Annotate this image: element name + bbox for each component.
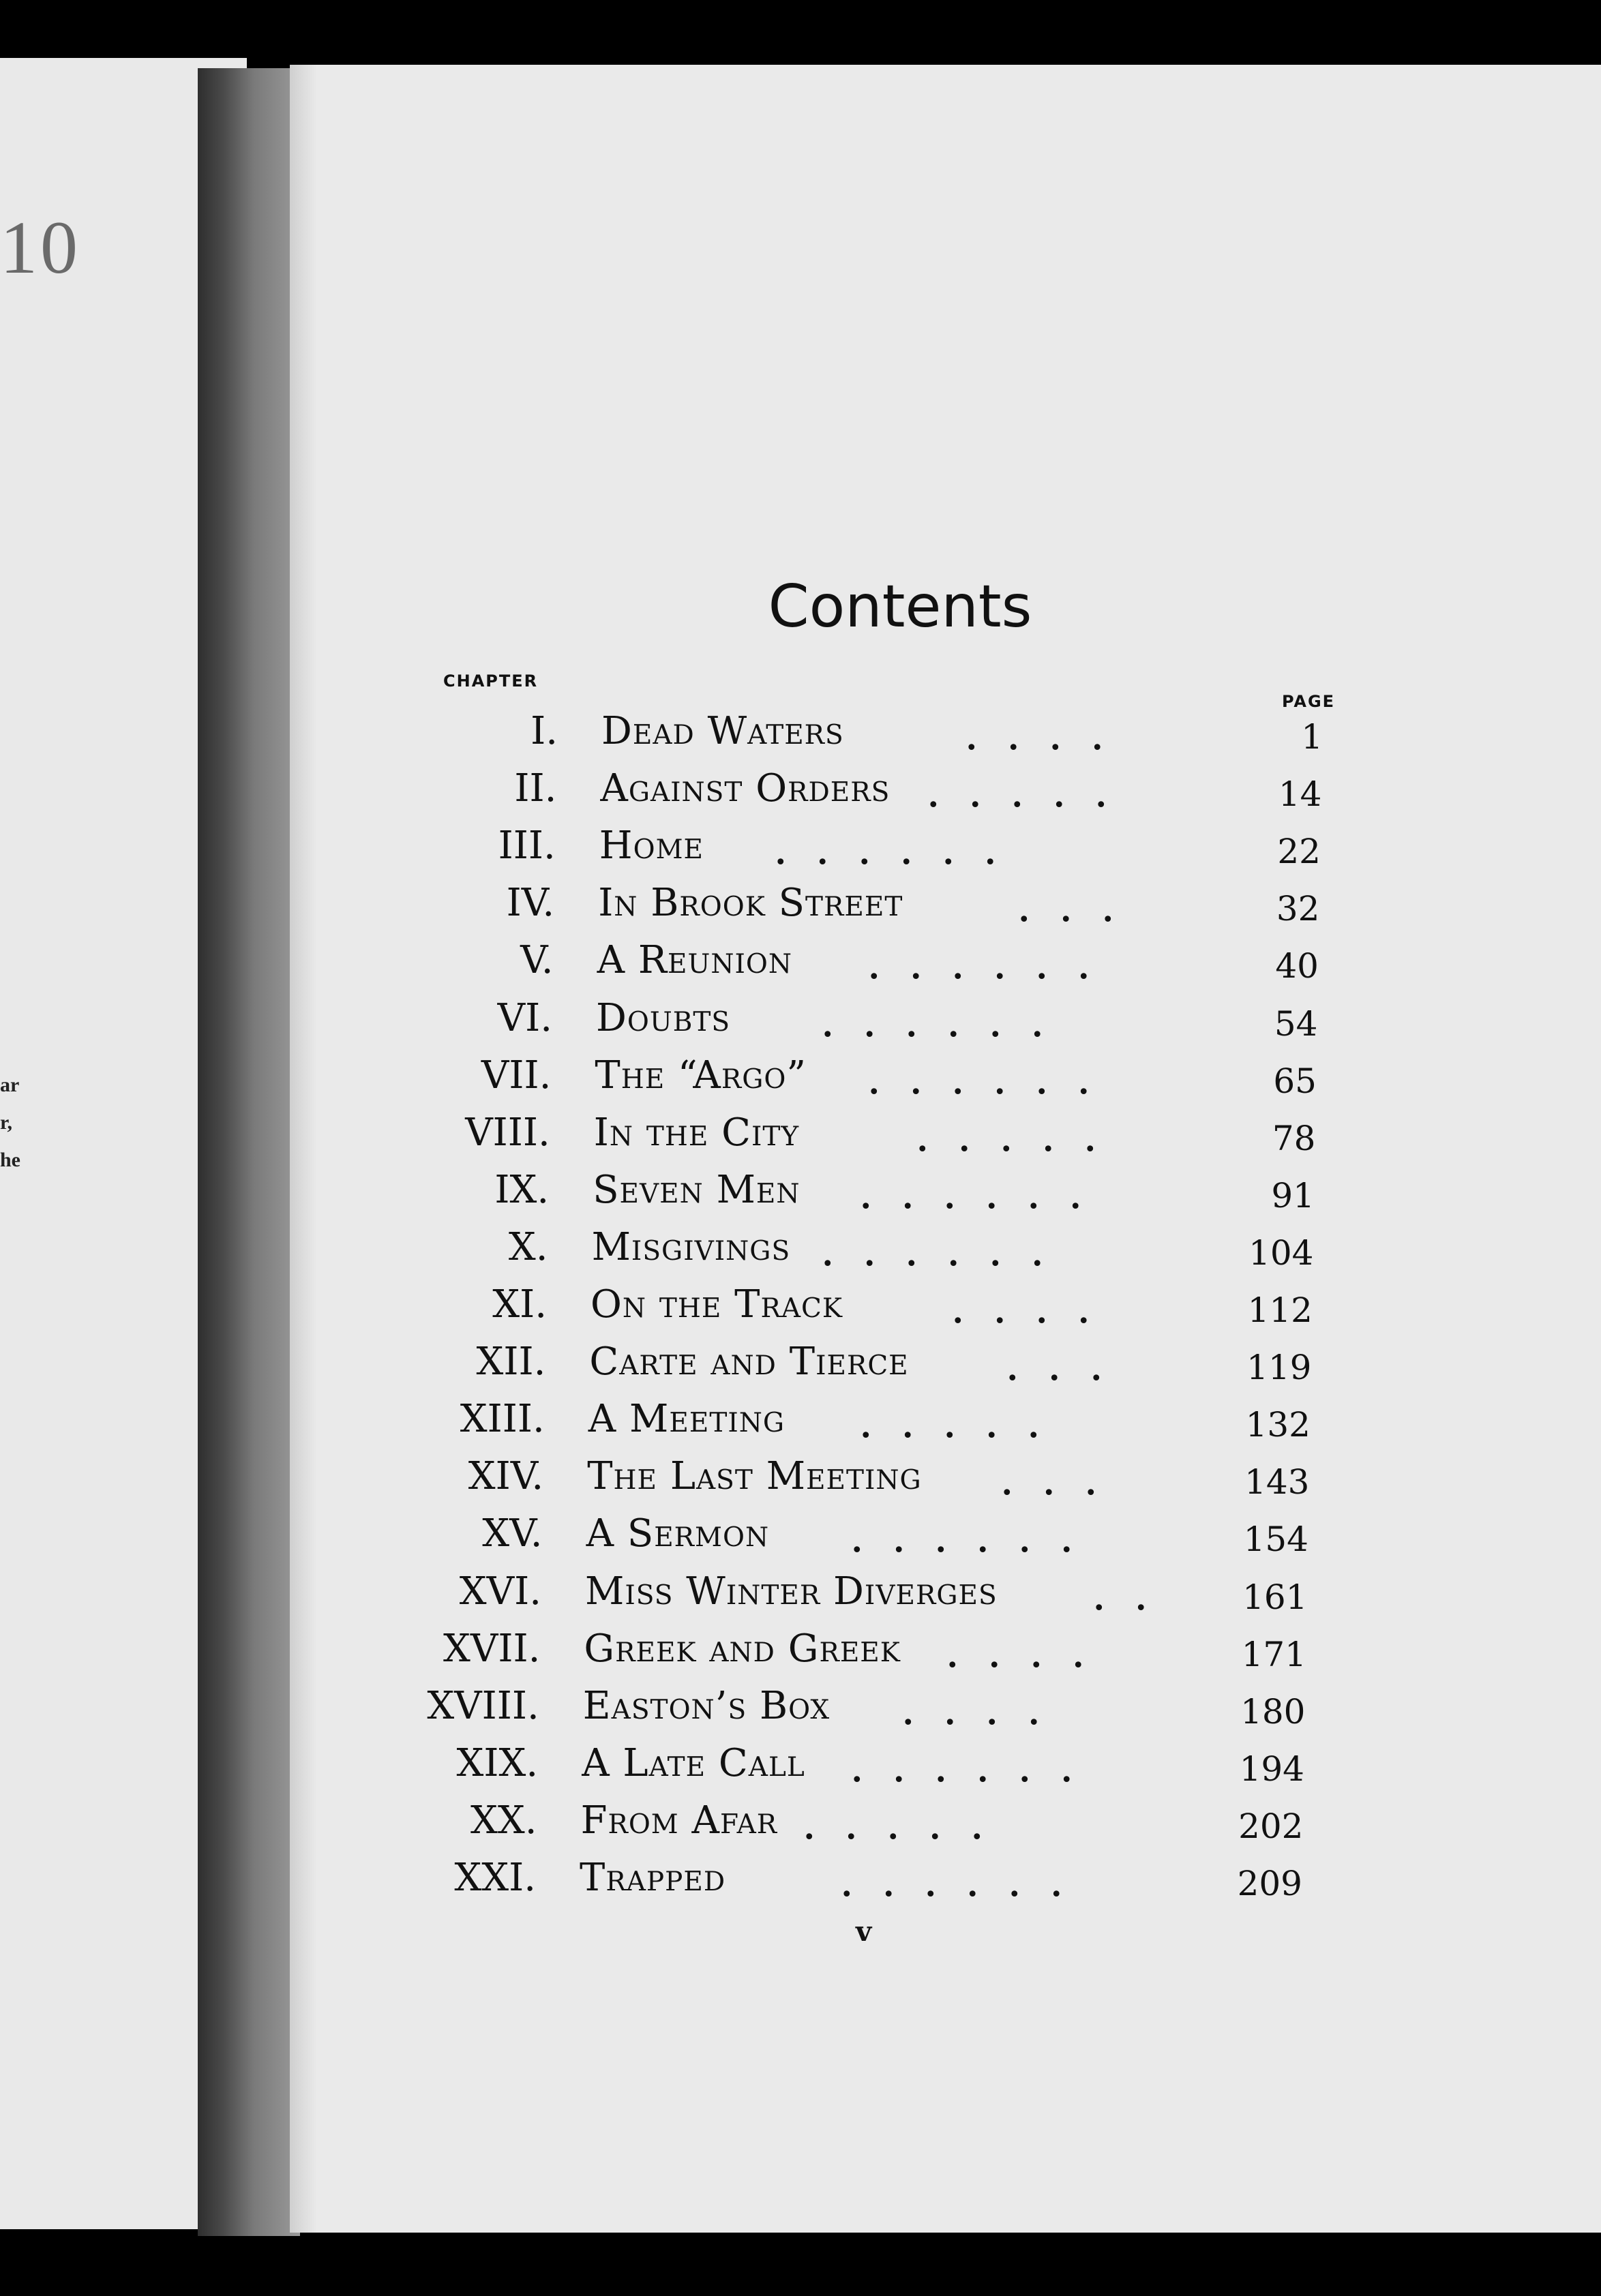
toc-entry	[0, 881, 1601, 935]
chapter-title: In Brook Street	[598, 881, 903, 926]
dot-leaders: .....	[805, 1805, 1015, 1847]
chapter-title: Doubts	[596, 995, 731, 1040]
page-number: 209	[1237, 1864, 1302, 1903]
dot-leaders: ......	[842, 1863, 1094, 1904]
page-number: 154	[1243, 1520, 1308, 1560]
chapter-title: Greek and Greek	[584, 1626, 901, 1671]
toc-entry	[0, 996, 1601, 1051]
toc-entry	[0, 1397, 1601, 1451]
dot-leaders: ....	[948, 1633, 1116, 1675]
chapter-numeral: XVIII.	[427, 1683, 539, 1728]
page-number: 32	[1276, 889, 1320, 929]
chapter-title: Against Orders	[600, 766, 891, 811]
dot-leaders: ...	[1002, 1462, 1128, 1503]
toc-entry	[0, 1684, 1601, 1738]
toc-entry	[0, 1627, 1601, 1681]
left-page-number: 10	[0, 206, 80, 289]
chapter-numeral: IX.	[494, 1167, 550, 1212]
dot-leaders: ......	[823, 1232, 1075, 1273]
toc-entry	[0, 1111, 1601, 1165]
toc-entry	[0, 1168, 1601, 1222]
toc-entry	[0, 1511, 1601, 1566]
chapter-title: Miss Winter Diverges	[585, 1569, 998, 1614]
page-column-label: PAGE	[1282, 692, 1336, 711]
dot-leaders: ......	[852, 1519, 1104, 1560]
chapter-numeral: XVI.	[459, 1569, 541, 1614]
left-page-fragment: ar	[0, 1074, 20, 1096]
chapter-numeral: XII.	[476, 1340, 546, 1385]
chapter-numeral: I.	[530, 709, 558, 753]
chapter-numeral: XV.	[482, 1511, 543, 1556]
chapter-title: A Late Call	[582, 1740, 805, 1785]
toc-entry	[0, 1053, 1601, 1108]
chapter-numeral: IV.	[506, 881, 555, 926]
chapter-title: A Meeting	[588, 1397, 785, 1442]
page-title: Contents	[768, 573, 1032, 641]
chapter-numeral: III.	[498, 824, 556, 868]
toc-entry	[0, 766, 1601, 821]
page-number: 14	[1278, 774, 1322, 815]
dot-leaders: .....	[861, 1404, 1071, 1446]
toc-entry	[0, 1569, 1601, 1624]
chapter-title: Carte and Tierce	[589, 1340, 909, 1385]
chapter-numeral: VIII.	[465, 1110, 550, 1155]
dot-leaders: ....	[953, 1290, 1121, 1331]
dot-leaders: ...	[1008, 1347, 1134, 1389]
chapter-numeral: XIX.	[456, 1740, 539, 1785]
dot-leaders: ....	[967, 716, 1135, 757]
chapter-title: Seven Men	[593, 1167, 800, 1212]
page-number: 104	[1248, 1233, 1314, 1273]
chapter-title: Trapped	[580, 1856, 726, 1900]
chapter-numeral: II.	[514, 766, 557, 811]
page-number: 161	[1242, 1577, 1308, 1617]
page-number: 180	[1240, 1691, 1306, 1732]
chapter-numeral: XVII.	[443, 1626, 541, 1671]
chapter-numeral: VI.	[497, 995, 552, 1040]
chapter-numeral: X.	[508, 1224, 548, 1269]
toc-entry	[0, 1856, 1601, 1910]
chapter-title: The Last Meeting	[587, 1454, 922, 1499]
chapter-numeral: XX.	[470, 1798, 537, 1843]
chapter-numeral: XXI.	[454, 1856, 536, 1900]
toc-entry	[0, 709, 1601, 764]
page-number: 112	[1247, 1290, 1313, 1330]
page-number: 119	[1246, 1348, 1312, 1388]
toc-entry	[0, 938, 1601, 993]
left-page-fragment: r,	[0, 1111, 13, 1134]
dot-leaders: ......	[776, 831, 1028, 873]
dot-leaders: ......	[869, 946, 1121, 987]
chapter-title: Easton’s Box	[582, 1683, 831, 1728]
chapter-column-label: CHAPTER	[443, 671, 539, 691]
chapter-numeral: XIII.	[460, 1397, 545, 1442]
page-number: 194	[1239, 1749, 1304, 1789]
toc-entry	[0, 1741, 1601, 1796]
page-number: 202	[1238, 1806, 1304, 1846]
toc-entry	[0, 1340, 1601, 1394]
chapter-title: In the City	[593, 1110, 800, 1155]
chapter-title: Home	[599, 824, 704, 868]
dot-leaders: .....	[918, 1117, 1128, 1159]
chapter-title: On the Track	[590, 1282, 843, 1327]
chapter-title: The “Argo”	[595, 1053, 807, 1098]
page-folio: v	[856, 1916, 872, 1948]
dot-leaders: ...	[1019, 888, 1146, 930]
page-number: 22	[1277, 832, 1321, 872]
page-number: 78	[1272, 1118, 1316, 1158]
page-number: 91	[1271, 1175, 1315, 1215]
page-number: 54	[1274, 1003, 1318, 1044]
left-page-fragment: he	[0, 1149, 20, 1171]
chapter-title: A Reunion	[597, 938, 792, 983]
dot-leaders: ..	[1094, 1576, 1178, 1618]
page-number: 143	[1244, 1462, 1310, 1502]
chapter-numeral: VII.	[481, 1053, 552, 1098]
page-number: 40	[1275, 946, 1319, 986]
page-number: 171	[1241, 1634, 1306, 1674]
toc-entry	[0, 1225, 1601, 1280]
dot-leaders: ......	[823, 1003, 1075, 1044]
chapter-title: A Sermon	[586, 1511, 770, 1556]
chapter-title: Misgivings	[591, 1224, 791, 1269]
dot-leaders: ......	[852, 1748, 1104, 1789]
page-number: 65	[1273, 1061, 1317, 1101]
dot-leaders: ......	[861, 1175, 1113, 1216]
chapter-title: Dead Waters	[601, 709, 844, 753]
chapter-title: From Afar	[580, 1798, 778, 1843]
page-number: 132	[1245, 1405, 1311, 1445]
page-number: 1	[1301, 717, 1323, 757]
dot-leaders: .....	[929, 774, 1139, 815]
chapter-numeral: XI.	[492, 1282, 547, 1327]
toc-entry	[0, 824, 1601, 878]
chapter-numeral: V.	[520, 938, 554, 983]
dot-leaders: ......	[869, 1060, 1121, 1102]
toc-entry	[0, 1454, 1601, 1509]
dot-leaders: ....	[903, 1691, 1071, 1732]
toc-entry	[0, 1798, 1601, 1853]
chapter-numeral: XIV.	[468, 1454, 544, 1499]
toc-entry	[0, 1282, 1601, 1337]
